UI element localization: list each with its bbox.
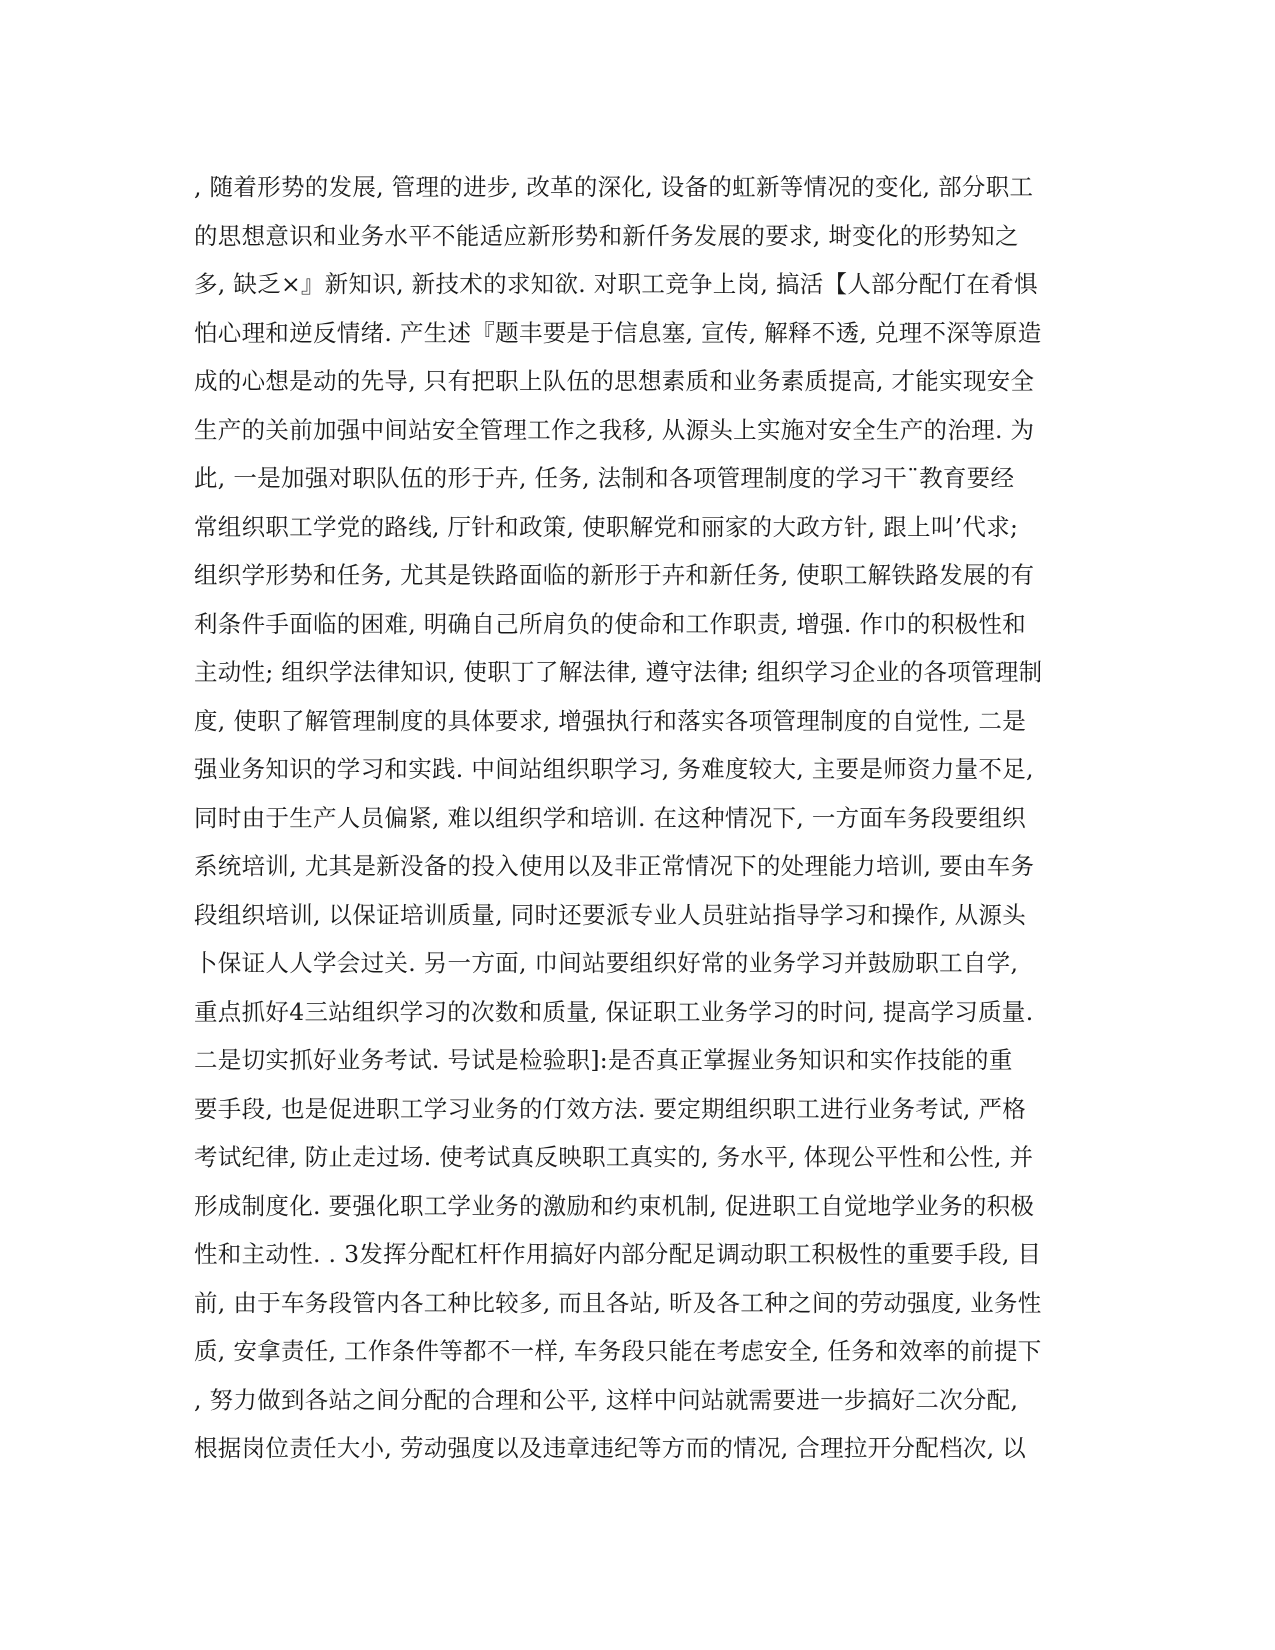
text-line: 强业务知识的学习和实践. 中间站组织职学习, 务难度较大, 主要是师资力量不足,: [194, 755, 1034, 783]
text-line: 生产的关前加强中间站安全管理工作之我移, 从源头上实施对安全生产的治理. 为: [194, 415, 1035, 444]
text-line: 前, 由于车务段管内各工种比较多, 而且各站, 昕及各工种之间的劳动强度, 业务性: [194, 1288, 1042, 1317]
text-line: 形成制度化. 要强化职工学业务的激励和约束机制, 促进职工自觉地学业务的积极: [194, 1191, 1035, 1220]
text-line: 多, 缺乏×』新知识, 新技术的求知欲. 对职工竞争上岗, 搞活【人部分配仃在肴惧: [194, 270, 1038, 298]
text-line: 段组织培训, 以保证培训质量, 同时还要派专业人员驻站指导学习和操作, 从源头: [194, 900, 1027, 929]
text-line: 的思想意识和业务水平不能适应新形势和新仟务发展的要求, 埘变化的形势知之: [194, 221, 1019, 250]
text-line: 性和主动性. . 3发挥分配杠杆作用搞好内部分配足调动职工积极性的重要手段, 目: [194, 1240, 1042, 1268]
text-line: 根据岗位责任大小, 劳动强度以及违章违纪等方而的情况, 合理拉开分配档次, 以: [194, 1434, 1027, 1462]
text-line: 同时由于生产人员偏紧, 难以组织学和培训. 在这种情况下, 一方面车务段要组织: [194, 803, 1027, 832]
text-line: 利条件手面临的困难, 明确自己所肩负的使命和工作职责, 增强. 作巾的积极性和: [194, 609, 1027, 638]
text-line: , 随着形势的发展, 管理的进步, 改革的深化, 设备的虹新等情况的变化, 部分职工: [194, 173, 1034, 201]
text-line: 系统培训, 尤其是新没备的投入使用以及非正常情况下的处理能力培训, 要由车务: [194, 852, 1035, 880]
text-line: 怕心理和逆反情绪. 产生述『题丰要是于信息塞, 宣传, 解释不透, 兑理不深等原造: [194, 318, 1042, 347]
text-line: 主动性; 组织学法律知识, 使职丁了解法律, 遵守法律; 组织学习企业的各项管理制: [194, 658, 1043, 686]
text-line: 此, 一是加强对职队伍的形于卉, 任务, 法制和各项管理制度的学习干¨教育要经: [194, 464, 1015, 492]
text-line: 卜保证人人学会过关. 另一方面, 巾间站要组织好常的业务学习并鼓励职工自学,: [194, 949, 1019, 977]
text-line: 度, 使职了解管理制度的具体要求, 增强执行和落实各项管理制度的自觉性, 二是: [194, 706, 1027, 735]
body-text: [194, 163, 1074, 1473]
text-line: 常组织职工学党的路线, 厅针和政策, 使职解党和丽家的大政方针, 跟上叫’代求;: [194, 512, 1019, 541]
text-line: 考试纪律, 防止走过场. 使考试真反映职工真实的, 务水平, 体现公平性和公性, 并: [194, 1143, 1034, 1171]
text-line: 重点抓好4三站组织学习的次数和质量, 保证职工业务学习的时问, 提高学习质量.: [194, 997, 1034, 1026]
text-line: 组织学形势和任务, 尤其是铁路面临的新形于卉和新任务, 使职工解铁路发展的有: [194, 561, 1035, 589]
text-line: 成的心想是动的先导, 只有把职上队伍的思想素质和业务素质提高, 才能实现安全: [194, 367, 1035, 395]
text-line: 要手段, 也是促进职工学习业务的仃效方法. 要定期组织职工进行业务考试, 严格: [194, 1094, 1027, 1123]
text-line: , 努力做到各站之间分配的合理和公平, 这样中问站就需要进一步搞好二次分配,: [194, 1385, 1019, 1414]
text-line: 质, 安拿责任, 工作条件等都不一样, 车务段只能在考虑安全, 任务和效率的前提下: [194, 1337, 1042, 1365]
text-line: 二是切实抓好业务考试. 号试是检验职]:是否真正掌握业务知识和实作技能的重: [194, 1046, 1013, 1074]
